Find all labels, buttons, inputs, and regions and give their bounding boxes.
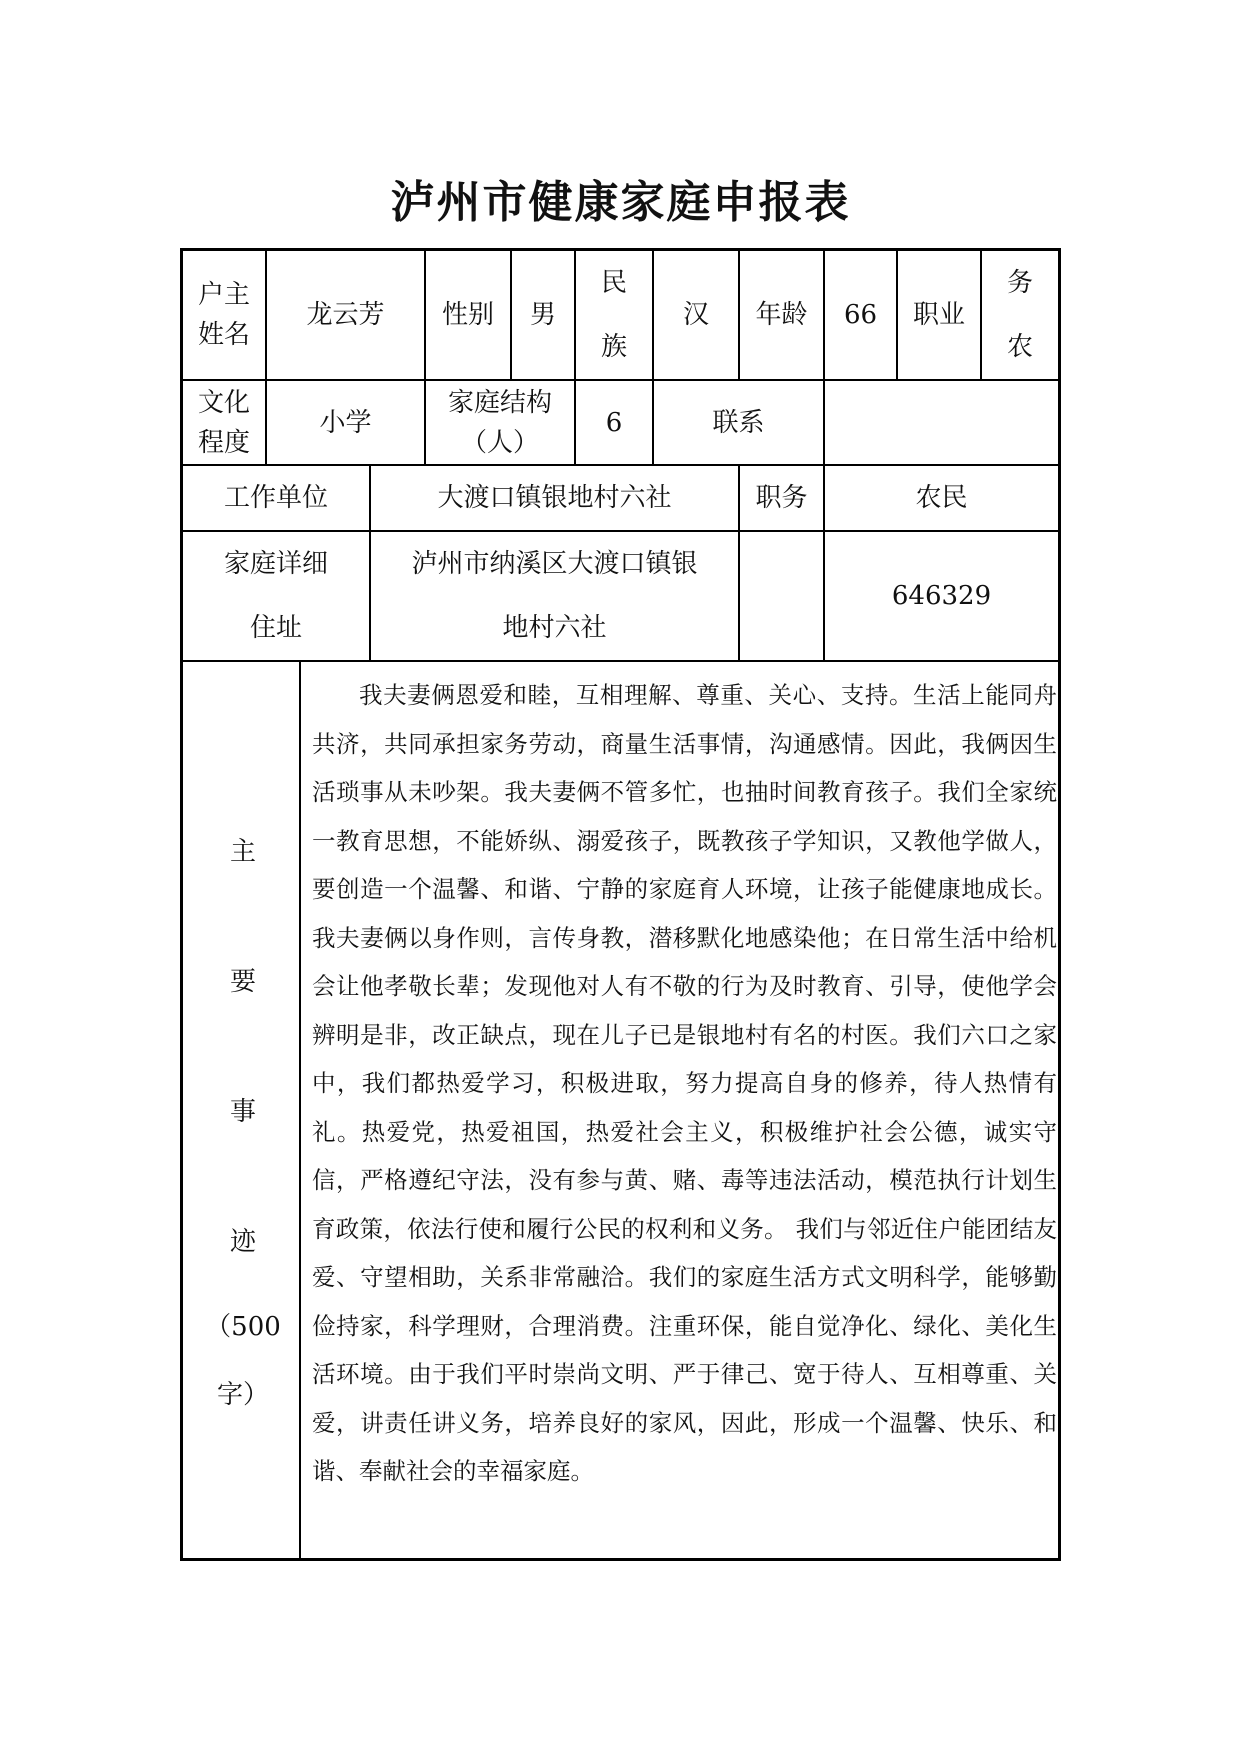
occupation-label: 职业 <box>912 300 965 330</box>
ethnicity-label: 民 族 <box>600 268 627 362</box>
address-label: 家庭详细 住址 <box>223 549 328 643</box>
contact-label: 联系 <box>712 407 765 438</box>
deeds-label-char-2: 要 <box>229 967 256 997</box>
main-deeds-text: 我夫妻俩恩爱和睦，互相理解、尊重、关心、支持。生活上能同舟共济，共同承担家务劳动，商量生活事情，沟通感情。因此，我俩因生活琐事从未吵架。我夫妻俩不管多忙，也抽时间教育孩子。我们全家统一教育思想，不能娇纵、溺爱孩子，既教孩子学知识，又教他学做人，要创造一个温馨、和谐、宁静的家庭育人环境，让孩子能健康地成长。我夫妻俩以身作则，言传身教，潜移默化地感染他；在日常生活中给机会让他孝敬长辈；发现他对人有不敬的行为及时教育、引导，使他学会 辨明是非，改正缺点，现在儿子已是银地村有名的村医。我们六口之家中，我们都热爱学习，积极进取，努力提高自身的修养，待人热情有礼。热爱党，热爱祖国，热爱社会主义，积极维护社会公德，诚实守信，严格遵纪守法，没有参与黄、赌、毒等违法活动，模范执行计划生育政策，依法行使和履行公民的权利和义务。 我们与邻近住户能团结友爱、守望相助，关系非常融洽。我们的家庭生活方式文明科学，能够勤俭持家，科学理财，合理消费。注重环保，能自觉净化、绿化、美化生活环境。由于我们平时崇尚文明、严于律己、宽于待人、互相尊重、关爱，讲责任讲义务，培养良好的家风，因此，形成一个温馨、快乐、和谐、奉献社会的幸福家庭。 <box>312 681 1057 1485</box>
family-count: 6 <box>605 407 623 438</box>
work-unit-label: 工作单位 <box>223 483 328 513</box>
householder-name: 龙云芳 <box>306 300 385 330</box>
postal-code: 646329 <box>891 581 992 611</box>
age-value: 66 <box>843 300 878 330</box>
deeds-label-word-limit: （500 字） <box>205 1312 281 1410</box>
contact-value <box>825 381 1058 464</box>
deeds-label-char-1: 主 <box>229 837 256 867</box>
family-structure-label: 家庭结构 （人） <box>447 387 552 458</box>
postal-label <box>740 532 823 660</box>
address-value: 泸州市纳溪区大渡口镇银 地村六社 <box>411 549 698 643</box>
householder-name-label: 户主 姓名 <box>197 280 250 350</box>
deeds-label-char-3: 事 <box>229 1097 256 1127</box>
gender-label: 性别 <box>441 300 494 330</box>
education-label: 文化 程度 <box>197 387 250 458</box>
education-value: 小学 <box>319 407 372 438</box>
age-label: 年龄 <box>755 300 808 330</box>
ethnicity-value: 汉 <box>682 300 709 330</box>
deeds-label-char-4: 迹 <box>229 1227 256 1257</box>
work-unit-value: 大渡口镇银地村六社 <box>437 483 672 513</box>
gender-value: 男 <box>529 300 556 330</box>
position-value: 农民 <box>915 483 968 513</box>
position-label: 职务 <box>755 483 808 513</box>
row-divider <box>181 660 1060 662</box>
occupation-value: 务 农 <box>1006 268 1033 362</box>
page-title: 泸州市健康家庭申报表 <box>390 177 851 228</box>
